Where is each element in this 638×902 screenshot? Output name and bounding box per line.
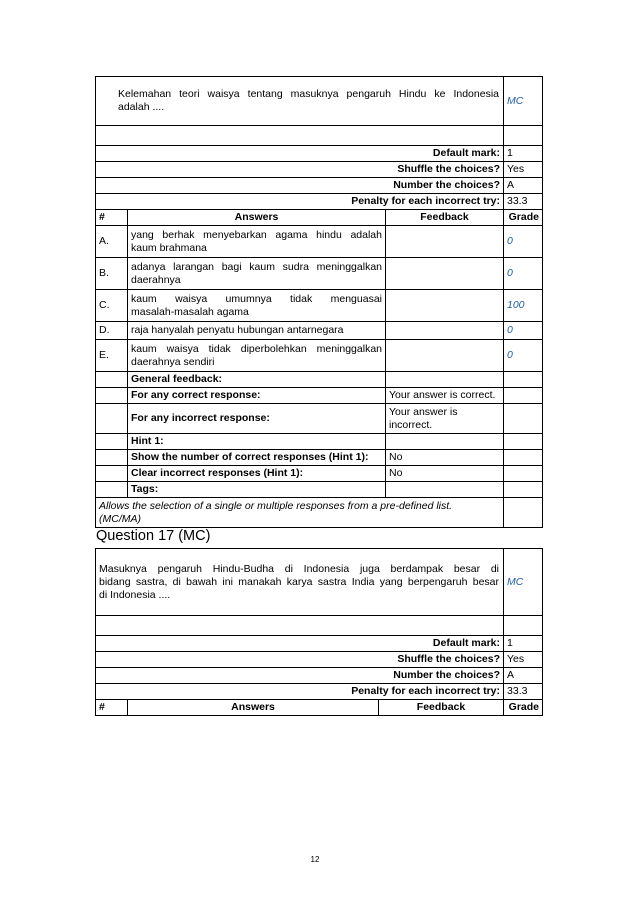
type-description-line: (MC/MA) (99, 512, 141, 525)
penalty-row (96, 194, 543, 210)
correct-feedback-value: Your answer is correct. (386, 388, 504, 404)
answer-letter: C. (96, 290, 128, 322)
number-choices-value: A (504, 668, 543, 684)
answer-line: kaum brahmana (131, 241, 207, 254)
answer-text (128, 340, 386, 372)
question-text (96, 77, 504, 126)
shuffle-value: Yes (504, 162, 543, 178)
show-correct-label: Show the number of correct responses (Hint 1): (128, 450, 386, 466)
penalty-value: 33.3 (504, 684, 543, 700)
question-16-table (95, 76, 543, 528)
number-choices-value: A (504, 178, 543, 194)
incorrect-feedback-line: incorrect. (389, 418, 433, 431)
col-hash: # (96, 210, 128, 226)
answer-line: adanya larangan bagi kaum sudra meninggalkan (131, 260, 382, 273)
default-mark-label: Default mark: (96, 146, 504, 162)
question-type: MC (504, 77, 543, 126)
col-answers: Answers (128, 210, 386, 226)
default-mark-label: Default mark: (96, 636, 504, 652)
default-mark-row (96, 146, 543, 162)
col-feedback: Feedback (379, 700, 504, 716)
answer-feedback (386, 226, 504, 258)
question-17-table (95, 548, 543, 716)
penalty-label: Penalty for each incorrect try: (96, 194, 504, 210)
hint-label: Hint 1: (128, 434, 386, 450)
correct-feedback-row (96, 388, 543, 404)
correct-feedback-label: For any correct response: (128, 388, 386, 404)
answer-grade: 100 (504, 290, 543, 322)
penalty-value: 33.3 (504, 194, 543, 210)
answer-feedback (386, 290, 504, 322)
clear-incorrect-row (96, 466, 543, 482)
default-mark-value: 1 (504, 146, 543, 162)
tags-label: Tags: (128, 482, 386, 498)
col-grade: Grade (504, 700, 543, 716)
incorrect-feedback-value (386, 404, 504, 434)
number-choices-row (96, 178, 543, 194)
type-description-line: Allows the selection of a single or multiple responses from a pre-defined list. (99, 499, 453, 512)
question-line: Kelemahan teori waisya tentang masuknya pengaruh Hindu ke Indonesia (118, 88, 499, 100)
number-choices-row (96, 668, 543, 684)
general-feedback-row (96, 372, 543, 388)
question-line: adalah .... (118, 101, 165, 113)
answer-text (128, 290, 386, 322)
question-row (96, 549, 543, 616)
answers-header-row (96, 700, 543, 716)
answer-row (96, 258, 543, 290)
answer-grade: 0 (504, 226, 543, 258)
type-description-row (96, 498, 543, 528)
answer-line: kaum waisya tidak diperbolehkan meninggalkan (131, 342, 382, 355)
penalty-label: Penalty for each incorrect try: (96, 684, 504, 700)
answer-line: kaum waisya umumnya tidak menguasai (131, 292, 382, 305)
question-line: Masuknya pengaruh Hindu-Budha di Indonesia juga berdampak besar di (99, 562, 500, 575)
number-choices-label: Number the choices? (96, 178, 504, 194)
incorrect-feedback-row (96, 404, 543, 434)
answer-line: daerahnya sendiri (131, 355, 215, 368)
answer-line: raja hanyalah penyatu hubungan antarnegara (131, 324, 344, 336)
answer-text (128, 258, 386, 290)
col-feedback: Feedback (386, 210, 504, 226)
answer-letter: E. (96, 340, 128, 372)
answer-row (96, 290, 543, 322)
type-description (96, 498, 504, 528)
question-line: bidang sastra, di bawah ini manakah karya sastra India yang berpengaruh besar (99, 575, 500, 588)
answer-letter: A. (96, 226, 128, 258)
penalty-row (96, 684, 543, 700)
spacer-row (96, 126, 543, 146)
answer-row (96, 226, 543, 258)
answer-letter: D. (96, 322, 128, 340)
question-line: di Indonesia .... (99, 588, 171, 601)
answer-grade: 0 (504, 322, 543, 340)
general-feedback-label: General feedback: (128, 372, 386, 388)
show-correct-row (96, 450, 543, 466)
answer-line: masalah-masalah agama (131, 305, 249, 318)
question-17-heading: Question 17 (MC) (96, 528, 211, 544)
answer-letter: B. (96, 258, 128, 290)
answer-line: daerahnya (131, 273, 181, 286)
incorrect-feedback-line: Your answer is (389, 405, 458, 418)
answer-feedback (386, 322, 504, 340)
col-hash: # (96, 700, 128, 716)
answer-feedback (386, 340, 504, 372)
answer-grade: 0 (504, 258, 543, 290)
tags-row (96, 482, 543, 498)
clear-incorrect-label: Clear incorrect responses (Hint 1): (128, 466, 386, 482)
answer-row (96, 322, 543, 340)
shuffle-row (96, 162, 543, 178)
answer-line: yang berhak menyebarkan agama hindu adalah (131, 228, 382, 241)
shuffle-label: Shuffle the choices? (96, 162, 504, 178)
shuffle-row (96, 652, 543, 668)
spacer-row (96, 616, 543, 636)
shuffle-value: Yes (504, 652, 543, 668)
show-correct-value: No (386, 450, 504, 466)
col-grade: Grade (504, 210, 543, 226)
question-type: MC (504, 549, 543, 616)
answers-header-row (96, 210, 543, 226)
col-answers: Answers (128, 700, 379, 716)
question-text (96, 549, 504, 616)
question-row (96, 77, 543, 126)
number-choices-label: Number the choices? (96, 668, 504, 684)
answer-text (128, 226, 386, 258)
incorrect-feedback-label: For any incorrect response: (128, 404, 386, 434)
answer-row (96, 340, 543, 372)
page-number: 12 (310, 855, 320, 864)
answer-feedback (386, 258, 504, 290)
answer-text (128, 322, 386, 340)
default-mark-row (96, 636, 543, 652)
shuffle-label: Shuffle the choices? (96, 652, 504, 668)
answer-grade: 0 (504, 340, 543, 372)
clear-incorrect-value: No (386, 466, 504, 482)
hint-row (96, 434, 543, 450)
default-mark-value: 1 (504, 636, 543, 652)
